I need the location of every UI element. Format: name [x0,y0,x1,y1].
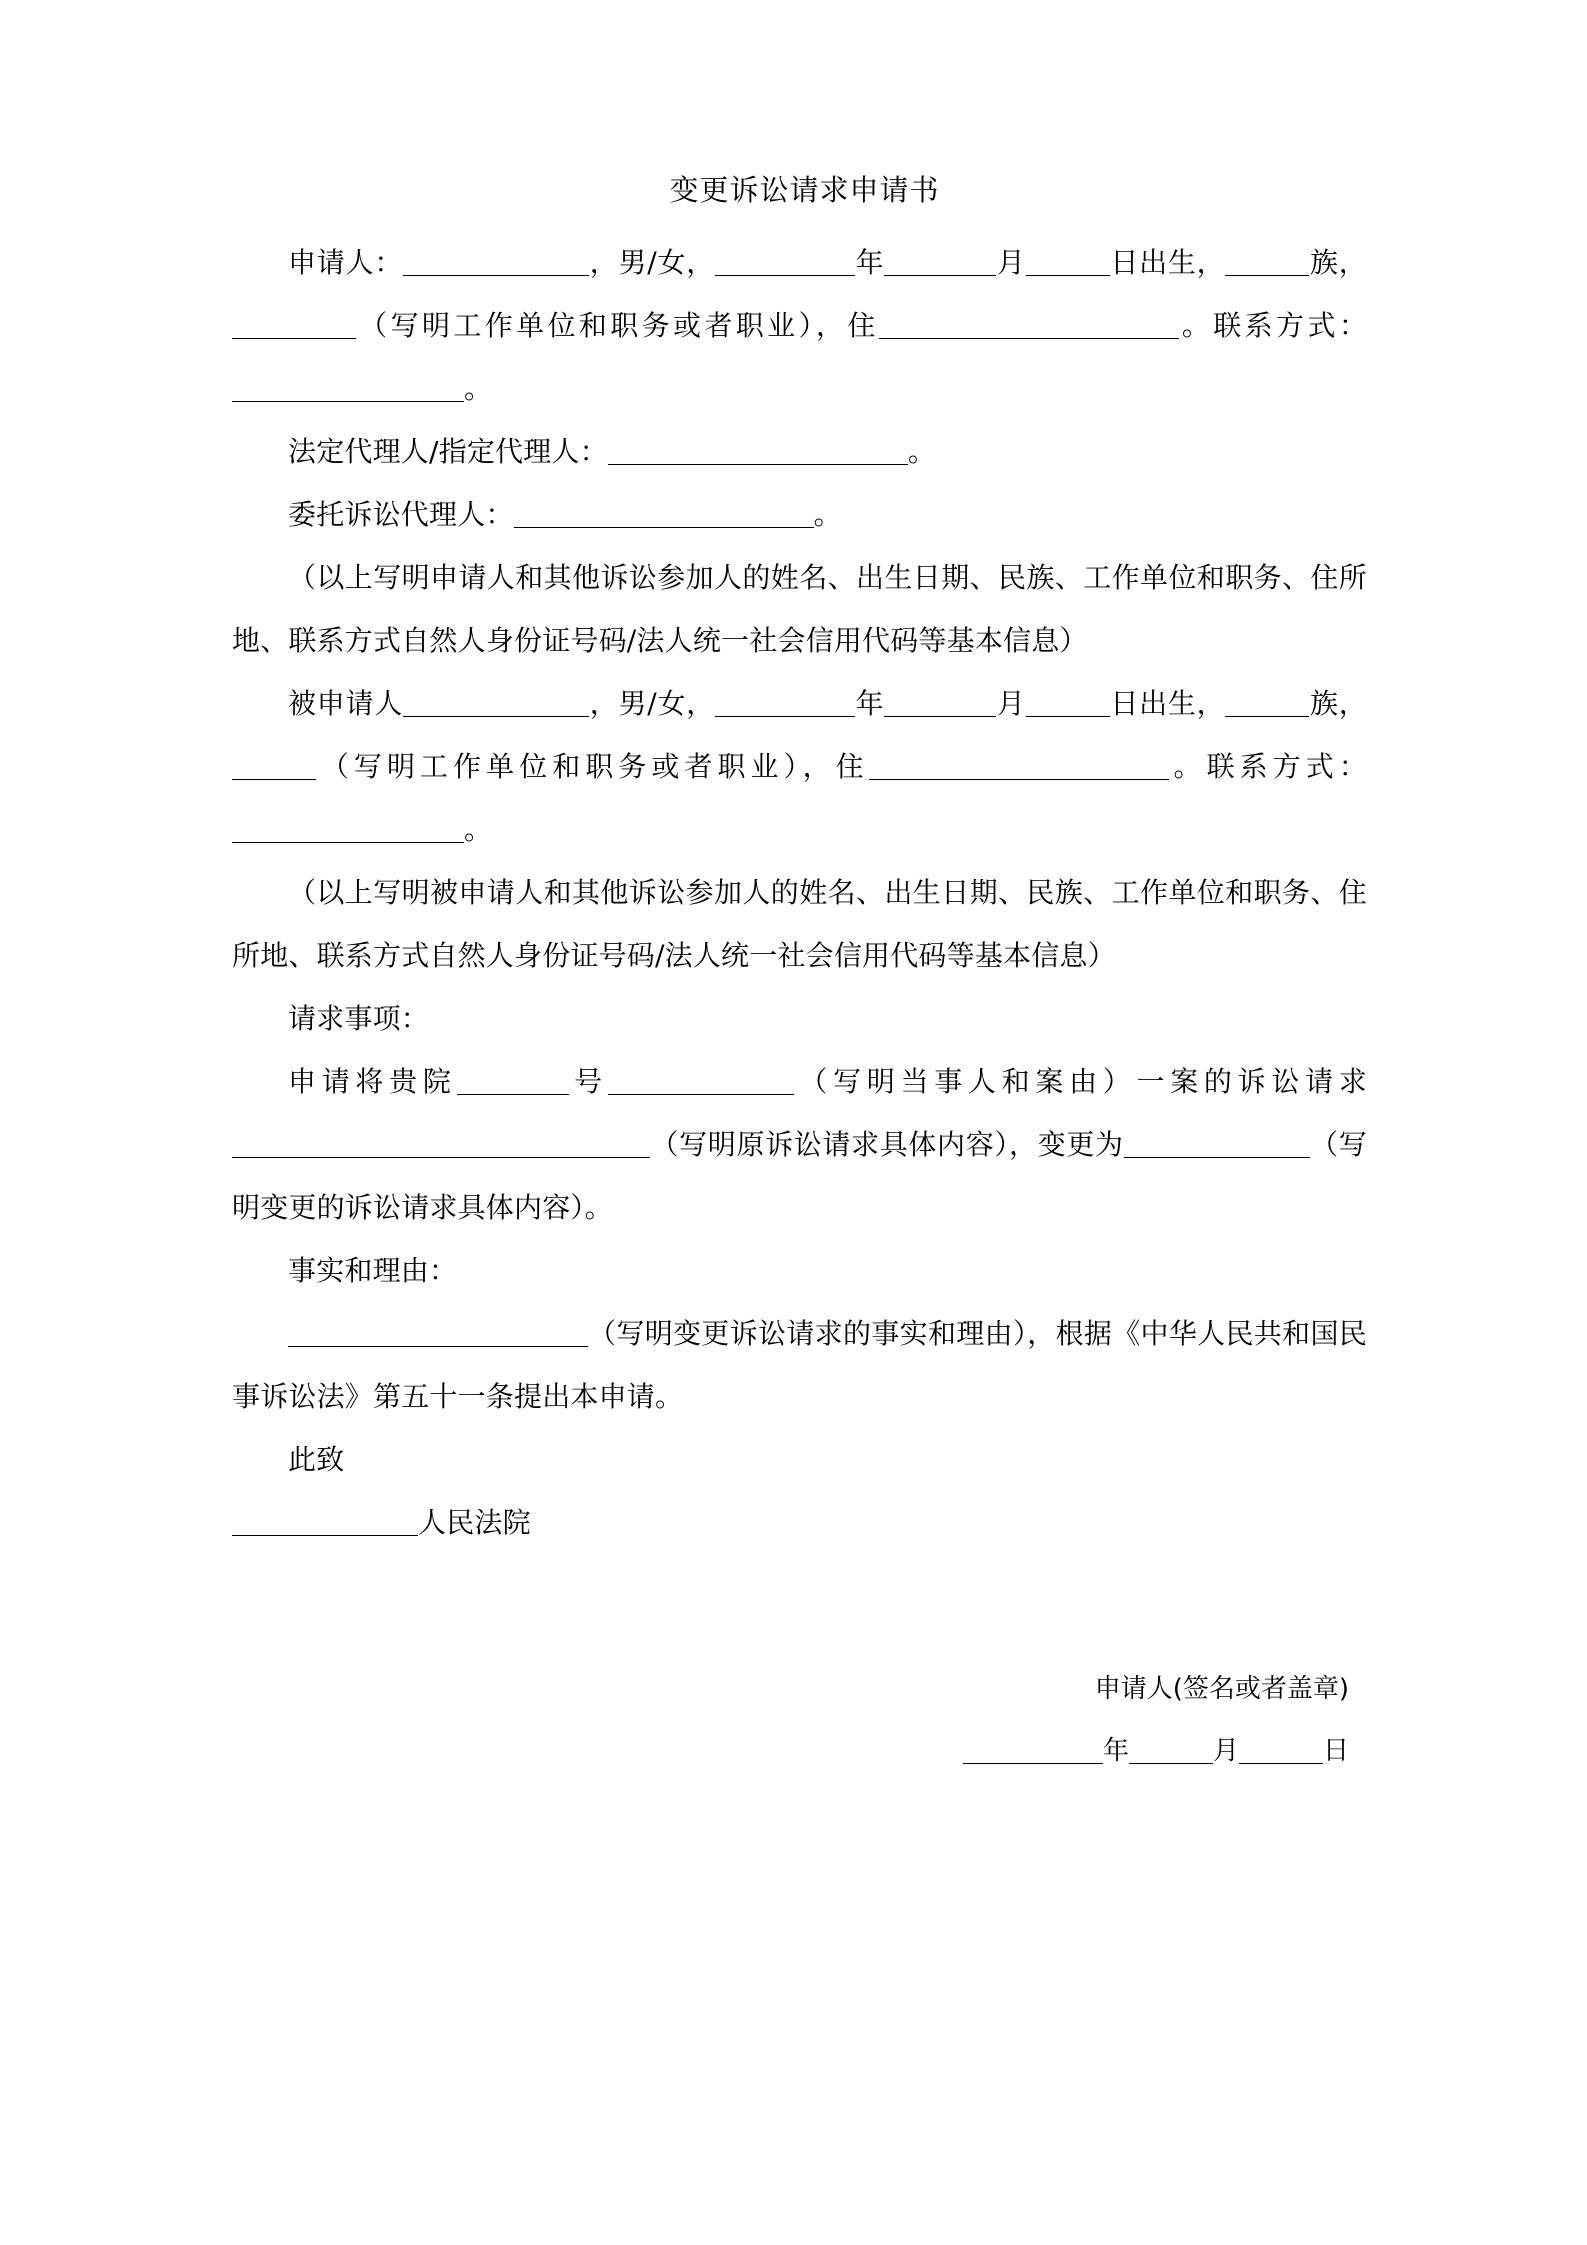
original-claim-blank-b[interactable] [418,1135,650,1158]
respondent-contact-blank[interactable] [232,820,464,843]
court-suffix: 人民法院 [418,1506,531,1539]
facts-body-paragraph [232,1302,1367,1428]
facts-note: （写明变更诉讼请求的事实和理由），根据《中华人 [588,1317,1226,1350]
applicant-gender: ，男/女， [589,246,716,279]
entrusted-agent-label: 委托诉讼代理人： [288,498,514,531]
applicant-address-label: 住 [847,309,879,342]
request-heading: 请求事项： [288,1002,430,1035]
respondent-work-unit-blank[interactable] [232,757,316,780]
signature-date-line [232,1720,1349,1782]
applicant-label: 申请人： [288,246,404,279]
document-body [232,173,1368,1782]
entrusted-agent-end: 。 [813,498,842,531]
facts-legal-basis: 民共和国民事诉讼法》第五十一条提出本申请。 [232,1317,1367,1413]
applicant-note: （以上写明申请人和其他诉讼参加人的姓名、出生日期、民族、工作单位和职务、住所地、联系方式自然人身份证号码/法人统一社会信用代码等基本信息） [232,561,1367,657]
applicant-birth-month-blank[interactable] [884,253,996,276]
applicant-work-unit-blank-a[interactable] [232,316,316,339]
respondent-year-unit: 年 [855,687,885,720]
applicant-ethnicity-blank[interactable] [1225,253,1309,276]
applicant-day-unit: 日出生， [1109,246,1226,279]
applicant-address-blank[interactable] [879,316,1179,339]
respondent-label: 被申请人 [288,687,404,720]
court-name-blank[interactable] [232,1513,418,1536]
request-intro: 申请将贵院 [288,1065,457,1098]
applicant-month-unit: 月 [996,246,1026,279]
legal-representative-end: 。 [907,435,937,468]
respondent-name-blank[interactable] [403,694,589,717]
signature-applicant-line: 申请人(签名或者盖章) [1094,1674,1349,1704]
page-title: 变更诉讼请求申请书 [669,173,940,207]
facts-heading: 事实和理由： [288,1254,458,1287]
signature-month-unit: 月 [1212,1736,1239,1766]
respondent-month-unit: 月 [996,687,1026,720]
respondent-address-end: 。 [1168,750,1207,783]
case-number-blank[interactable] [457,1072,569,1095]
applicant-paragraph [232,231,1367,420]
respondent-address-blank[interactable] [869,757,1169,780]
respondent-paragraph [232,672,1367,861]
case-party-blank[interactable] [608,1072,794,1095]
respondent-ethnicity-unit: 族， [1309,687,1368,720]
respondent-ethnicity-blank[interactable] [1225,694,1309,717]
facts-blank[interactable] [288,1324,588,1347]
applicant-contact-label-cont: 式： [1307,309,1368,342]
respondent-gender: ，男/女， [589,687,716,720]
applicant-name-blank[interactable] [403,253,589,276]
request-original-note: （写明原诉讼请求具体内容），变更为 [650,1128,1124,1161]
applicant-occupation-note: （写明工作单位和职务或者职业）， [356,309,848,342]
respondent-birth-cont: 生， [1167,687,1226,720]
respondent-address-label: 住 [835,750,869,783]
entrusted-agent-blank[interactable] [514,505,814,528]
applicant-birth-day-blank[interactable] [1026,253,1110,276]
closing-salutation: 此致 [288,1443,345,1476]
applicant-year-unit: 年 [855,246,885,279]
court-line [232,1491,1367,1554]
respondent-note: （以上写明被申请人和其他诉讼参加人的姓名、出生日期、民族、工作单位和职务、住所地、联系方式自然人身份证号码/法人统一社会信用代码等基本信息） [232,876,1367,972]
signature-year-blank[interactable] [963,1741,1103,1764]
signature-year-unit: 年 [1102,1736,1129,1766]
request-changed-note-cont: 内容）。 [514,1191,613,1224]
respondent-day-unit: 日出 [1109,687,1168,720]
case-number-unit: 号 [568,1065,608,1098]
applicant-birth-year-blank[interactable] [715,253,855,276]
request-body-paragraph [232,1050,1367,1239]
respondent-birth-month-blank[interactable] [884,694,996,717]
applicant-address-end: 。 [1178,309,1214,342]
signature-day-blank[interactable] [1239,1741,1323,1764]
signature-block [232,1658,1367,1782]
applicant-contact-end: 。 [464,372,493,405]
request-changed-note: （写明变更的诉讼请求具体 [232,1128,1367,1224]
signature-day-unit: 日 [1322,1736,1349,1766]
applicant-ethnicity-unit: 族， [1309,246,1367,279]
applicant-contact-label: 联系方 [1213,309,1308,342]
request-party-note: （写明当事人和案由）一案的诉讼请求 [793,1065,1367,1098]
respondent-birth-year-blank[interactable] [715,694,855,717]
original-claim-blank-a[interactable] [232,1135,418,1158]
respondent-birth-day-blank[interactable] [1026,694,1110,717]
applicant-contact-blank[interactable] [232,379,464,402]
applicant-work-unit-blank-b[interactable] [316,316,356,339]
respondent-contact-label: 联系方式： [1206,750,1368,783]
signature-month-blank[interactable] [1129,1741,1213,1764]
legal-representative-label: 法定代理人/指定代理人： [288,435,608,468]
legal-representative-blank[interactable] [608,442,908,465]
respondent-contact-end: 。 [464,813,493,846]
legal-representative-paragraph [232,420,1367,483]
changed-claim-blank[interactable] [1124,1135,1310,1158]
entrusted-agent-paragraph [232,483,1367,546]
respondent-occupation-note: （写明工作单位和职务或者职业）， [316,750,836,783]
